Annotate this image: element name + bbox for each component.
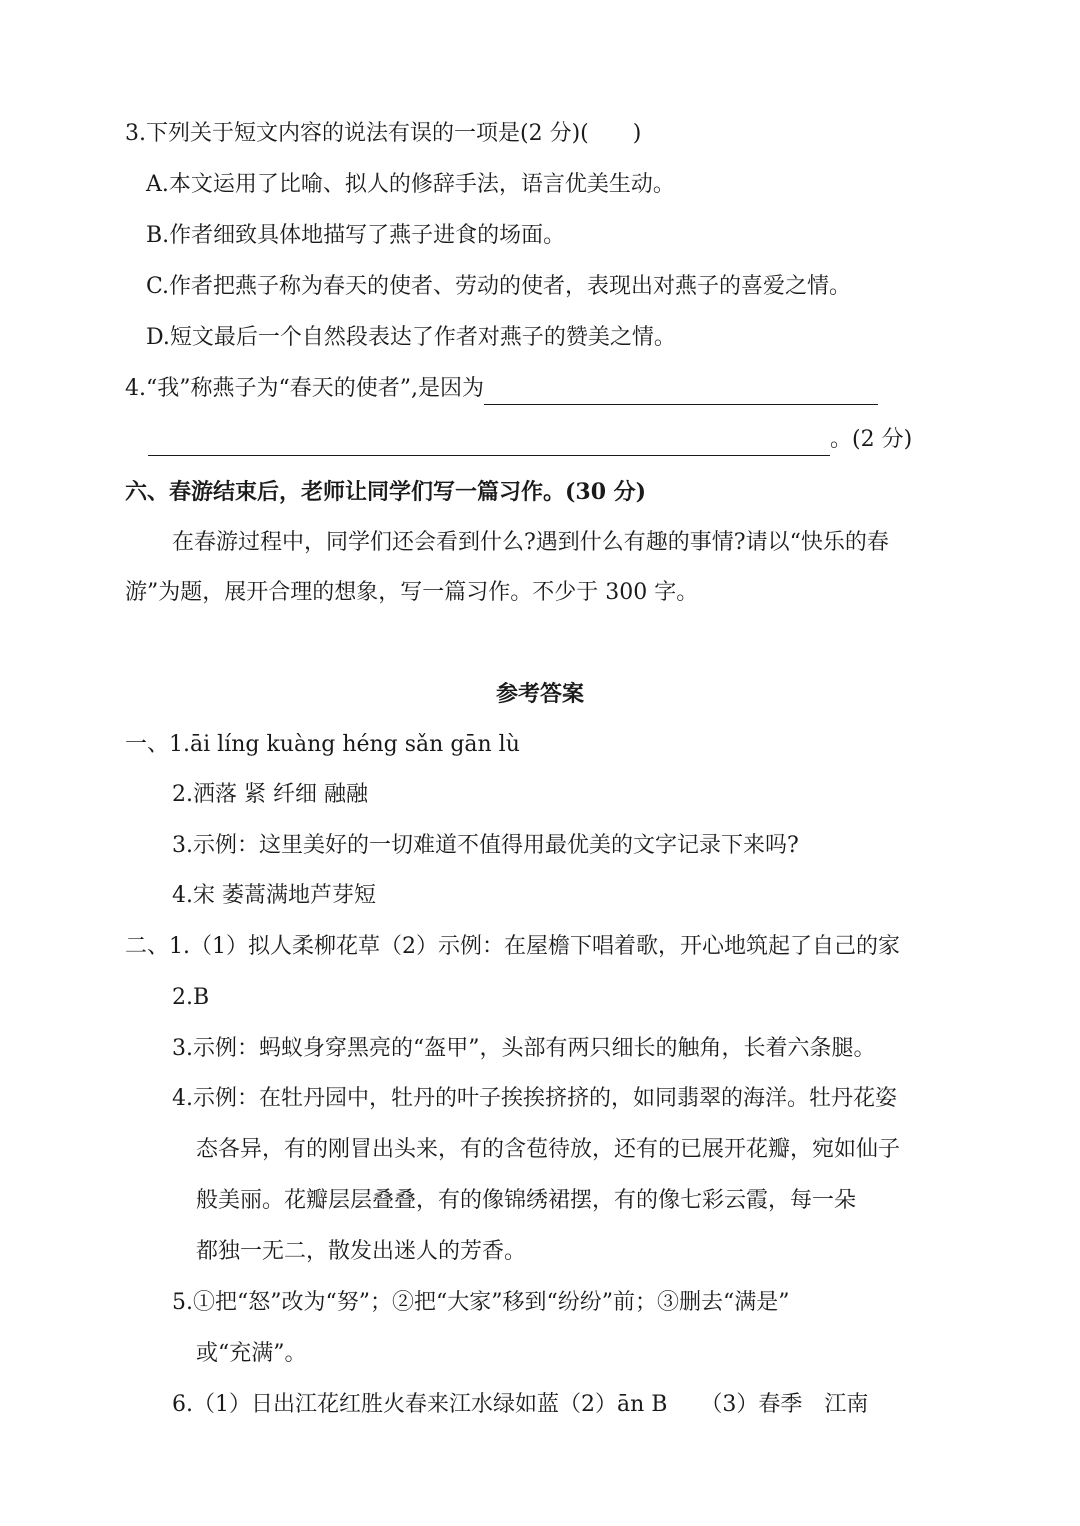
answer-2-3: 3.示例：蚂蚁身穿黑亮的“盔甲”，头部有两只细长的触角，长着六条腿。 bbox=[172, 1036, 876, 1061]
question-4-stem-text: 4.“我”称燕子为“春天的使者”,是因为 bbox=[125, 376, 484, 401]
section-6-prompt-line-2: 游”为题，展开合理的想象，写一篇习作。不少于 300 字。 bbox=[125, 580, 699, 605]
answer-2-4-line-4: 都独一无二，散发出迷人的芳香。 bbox=[196, 1239, 527, 1264]
question-3-option-c: C.作者把燕子称为春天的使者、劳动的使者，表现出对燕子的喜爱之情。 bbox=[146, 274, 852, 299]
question-3-option-b: B.作者细致具体地描写了燕子进食的场面。 bbox=[146, 223, 566, 248]
answer-blank-2[interactable] bbox=[148, 429, 830, 456]
answer-2-4-line-3: 般美丽。花瓣层层叠叠，有的像锦绣裙摆，有的像七彩云霞，每一朵 bbox=[196, 1188, 857, 1213]
answer-2-4-line-2: 态各异，有的刚冒出头来，有的含苞待放，还有的已展开花瓣，宛如仙子 bbox=[196, 1137, 901, 1162]
answer-1-4: 4.宋 萎蒿满地芦芽短 bbox=[172, 883, 376, 908]
answer-1-1: 一、1.āi líng kuàng héng sǎn gān lù bbox=[125, 732, 520, 757]
answer-2-5-line-1: 5.①把“怒”改为“努”；②把“大家”移到“纷纷”前；③删去“满是” bbox=[172, 1290, 790, 1315]
question-4-stem bbox=[125, 373, 878, 405]
answer-2-2: 2.B bbox=[172, 985, 210, 1010]
answer-2-6: 6.（1）日出江花红胜火春来江水绿如蓝（2）ān B （3）春季 江南 bbox=[172, 1392, 869, 1417]
answer-1-3: 3.示例：这里美好的一切难道不值得用最优美的文字记录下来吗? bbox=[172, 833, 799, 858]
answer-2-1: 二、1.（1）拟人柔柳花草（2）示例：在屋檐下唱着歌，开心地筑起了自己的家 bbox=[125, 934, 900, 959]
section-6-heading: 六、春游结束后，老师让同学们写一篇习作。(30 分) bbox=[125, 479, 647, 505]
answer-blank-1[interactable] bbox=[484, 378, 878, 405]
question-3-option-d: D.短文最后一个自然段表达了作者对燕子的赞美之情。 bbox=[146, 325, 676, 350]
answers-title: 参考答案 bbox=[495, 681, 584, 707]
question-3-option-a: A.本文运用了比喻、拟人的修辞手法，语言优美生动。 bbox=[146, 172, 675, 197]
answer-2-4-line-1: 4.示例：在牡丹园中，牡丹的叶子挨挨挤挤的，如同翡翠的海洋。牡丹花姿 bbox=[172, 1086, 897, 1111]
answer-2-5-line-2: 或“充满”。 bbox=[196, 1341, 307, 1366]
question-4-points: 。(2 分) bbox=[830, 427, 913, 452]
question-4-continuation bbox=[148, 424, 912, 456]
answer-1-2: 2.洒落 紧 纤细 融融 bbox=[172, 782, 368, 807]
section-6-prompt-line-1: 在春游过程中，同学们还会看到什么?遇到什么有趣的事情?请以“快乐的春 bbox=[172, 530, 889, 555]
question-3-stem: 3.下列关于短文内容的说法有误的一项是(2 分)( ) bbox=[125, 121, 642, 146]
